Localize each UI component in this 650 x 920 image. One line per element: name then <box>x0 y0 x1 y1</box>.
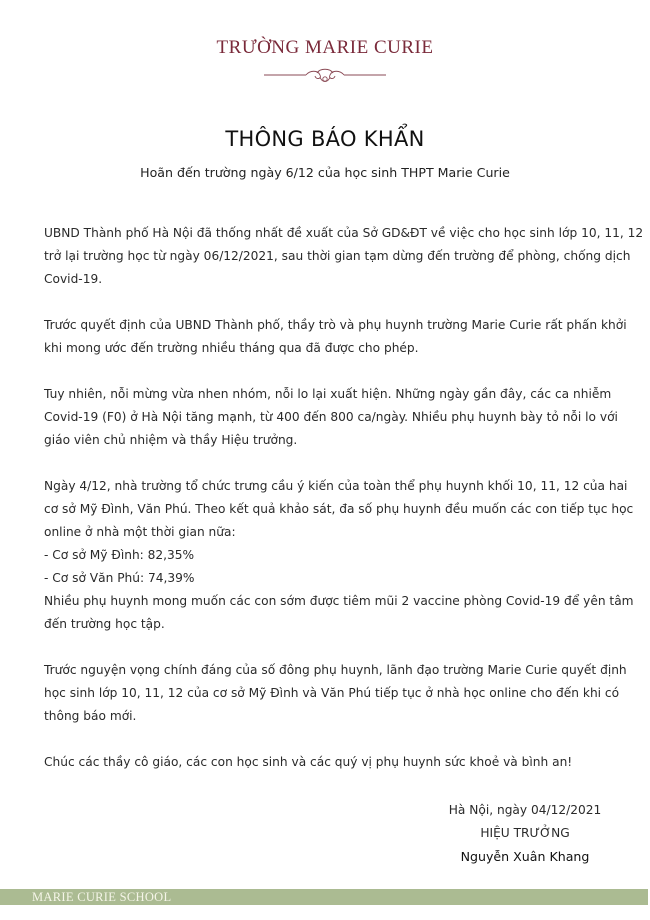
paragraph-4 <box>44 475 634 636</box>
body-line: khi mong ước đến trường nhiều tháng qua đã được cho phép. <box>44 341 419 355</box>
survey-result-my-dinh: - Cơ sở Mỹ Đình: 82,35% <box>44 548 195 562</box>
notice-body <box>44 222 644 797</box>
footer-school-label: MARIE CURIE SCHOOL <box>32 890 172 904</box>
body-line: Ngày 4/12, nhà trường tổ chức trưng cầu ý kiến của toàn thể phụ huynh khối 10, 11, 12 của hai <box>44 479 628 493</box>
survey-result-van-phu: - Cơ sở Văn Phú: 74,39% <box>44 571 195 585</box>
paragraph-6-closing <box>44 751 612 774</box>
school-header-title: TRƯỜNG MARIE CURIE <box>216 37 434 58</box>
body-line: thông báo mới. <box>44 709 137 723</box>
footer-band <box>0 889 648 905</box>
body-line: cơ sở Mỹ Đình, Văn Phú. Theo kết quả khảo sát, đa số phụ huynh đều muốn các con tiếp tục học <box>44 502 634 516</box>
notice-title: THÔNG BÁO KHẨN <box>225 127 425 151</box>
paragraph-2 <box>44 314 627 360</box>
body-line: học sinh lớp 10, 11, 12 của cơ sở Mỹ Đình và Văn Phú tiếp tục ở nhà học online cho đến khi có <box>44 686 620 700</box>
body-line: Covid-19 (F0) ở Hà Nội tăng mạnh, từ 400 đến 800 ca/ngày. Nhiều phụ huynh bày tỏ nỗi lo với <box>44 410 618 424</box>
place-date: Hà Nội, ngày 04/12/2021 <box>448 803 602 817</box>
body-line: online ở nhà một thời gian nữa: <box>44 525 236 539</box>
body-line: giáo viên chủ nhiệm và thầy Hiệu trưởng. <box>44 433 298 447</box>
body-line: Trước nguyện vọng chính đáng của số đông phụ huynh, lãnh đạo trường Marie Curie quyết định <box>44 663 627 677</box>
body-line: Trước quyết định của UBND Thành phố, thầy trò và phụ huynh trường Marie Curie rất phấn khởi <box>44 318 627 332</box>
body-line: đến trường học tập. <box>44 617 165 631</box>
flourish-divider-icon <box>262 67 388 85</box>
signature-block <box>430 799 620 868</box>
body-line: Nhiều phụ huynh mong muốn các con sớm được tiêm mũi 2 vaccine phòng Covid-19 để yên tâm <box>44 594 634 608</box>
body-line: trở lại trường học từ ngày 06/12/2021, sau thời gian tạm dừng đến trường để phòng, chống dịch <box>44 249 631 263</box>
body-line: Chúc các thầy cô giáo, các con học sinh và các quý vị phụ huynh sức khoẻ và bình an! <box>44 755 573 769</box>
paragraph-5 <box>44 659 627 728</box>
body-line: Tuy nhiên, nỗi mừng vừa nhen nhóm, nỗi lo lại xuất hiện. Những ngày gần đây, các ca nhiễm <box>44 387 612 401</box>
signer-position: HIỆU TRƯỞNG <box>480 826 570 840</box>
paragraph-3 <box>44 383 618 452</box>
paragraph-1 <box>44 222 644 291</box>
body-line: Covid-19. <box>44 272 103 286</box>
signer-name: Nguyễn Xuân Khang <box>460 849 590 864</box>
body-line: UBND Thành phố Hà Nội đã thống nhất đề xuất của Sở GD&ĐT về việc cho học sinh lớp 10, 11, 12 <box>44 226 644 240</box>
notice-subtitle: Hoãn đến trường ngày 6/12 của học sinh THPT Marie Curie <box>140 165 510 180</box>
